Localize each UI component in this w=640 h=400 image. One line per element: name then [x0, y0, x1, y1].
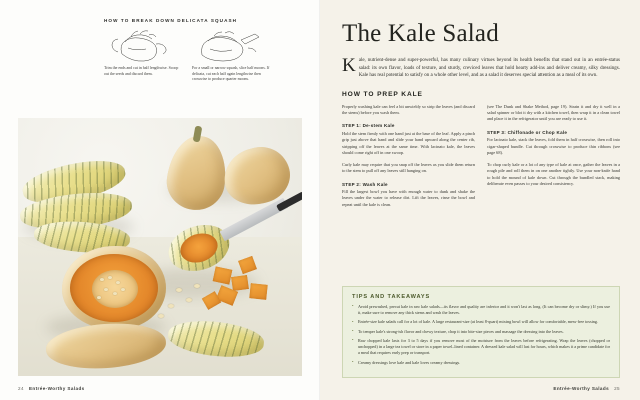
how-to-step-caption: For a small or narrow squash, slice half moons. If delicata, cut each half again lengthwise then crosswise to produce quarter moons. — [192, 66, 270, 82]
step-3-label: STEP 3: Chiffonade or Chop Kale — [487, 129, 568, 135]
how-to-steps — [104, 28, 274, 83]
folio-left — [18, 386, 85, 391]
column-left — [342, 104, 475, 209]
how-to-sidebar — [104, 18, 274, 83]
list-item: • Entrée-size kale salads call for a lot of kale. A large restaurant-size (at least 8-quart) mixing bowl will allow for comfortable, mess-free tossing. — [352, 319, 610, 325]
column-right — [487, 104, 620, 209]
section-heading: HOW TO PREP KALE — [342, 90, 423, 98]
hands-cutting-squash-icon — [104, 28, 182, 62]
step-1-body: Hold the stem firmly with one hand just at the base of the leaf. Apply a pinch grip just above that hand and slide your hand upward along the center rib, stripping off the leaves at the same time. With lacinato kale, the leaves should come right off in one swoop. — [342, 130, 475, 156]
step-2-body: Fill the largest bowl you have with enough water to dunk and shake the leaves under the water to release dirt. Lift the leaves, rinse the bowl and repeat until the kale is clean. — [342, 189, 475, 207]
two-column-body — [342, 104, 620, 209]
drop-cap: K — [342, 55, 356, 76]
folio-right — [553, 386, 620, 391]
book-title-left: Entrée-Worthy Salads — [28, 386, 85, 391]
tips-title: TIPS AND TAKEAWAYS — [352, 293, 431, 300]
page-number-right: 25 — [614, 386, 620, 391]
step-3-body: For lacinato kale, stack the leaves, fold them in half crosswise, then roll into cigar-shaped bundle. Cut through crosswise to produce thin ribbons (see page 68). — [487, 137, 620, 156]
lead-left: Properly washing kale can feel a bit unwieldy so strip the leaves (and discard the stems) before you wash them. — [342, 103, 475, 115]
book-title-right: Entrée-Worthy Salads — [553, 386, 610, 391]
right-page — [320, 0, 640, 400]
step-1-label: STEP 1: De-stem Kale — [342, 123, 395, 129]
hands-slicing-squash-icon — [192, 28, 270, 62]
tips-list — [352, 304, 610, 366]
page-number-left: 24 — [18, 386, 24, 391]
how-to-step — [192, 28, 270, 83]
how-to-title: HOW TO BREAK DOWN DELICATA SQUASH — [104, 18, 238, 23]
how-to-step-caption: Trim the ends and cut in half lengthwise. Scoop out the seeds and discard them. — [104, 66, 179, 76]
tips-box — [342, 286, 620, 378]
list-item: • Raw chopped kale lasts for 3 to 5 days if you remove most of the moisture from the leaves before refrigerating. Wrap the leaves (chopped or unchopped) in a large tea towel or store in a paper towel–lined container. A dressed kale salad will last for hours, which makes it a prime candidate for a meal that requires early prep or transport. — [352, 338, 610, 357]
step-3-body-2: To chop curly kale or a lot of any type of kale at once, gather the leaves in a rough pile and roll them in on one another tightly. Use your non-knife hand to hold the mound of kale down. Cut through the bundled stack, making deliberate even passes to your desired consistency. — [487, 161, 620, 186]
list-item: • Avoid prewashed, precut kale in raw kale salads—its flavor and quality are inferior and it won't last as long. (It can become dry or slimy.) If you use it, make sure to remove any thick stems and wash the leaves. — [352, 304, 610, 317]
how-to-step — [104, 28, 182, 83]
page-title: The Kale Salad — [342, 20, 499, 47]
list-item: • To temper kale's strong-ish flavor and chewy texture, chop it into bite-size pieces and massage the dressing into the leaves. — [352, 329, 610, 335]
photo-canvas — [18, 118, 302, 376]
step-2-label: STEP 2: Wash Kale — [342, 181, 388, 187]
list-item: • Creamy dressings love kale and kale loves creamy dressings. — [352, 360, 610, 366]
intro-paragraph — [342, 57, 620, 80]
step-1-body-2: Curly kale may require that you snap off the leaves as you slide them return to the stem to pull off any leaves still hanging on. — [342, 161, 475, 174]
lead-right: (see The Dunk and Shake Method, page 19). Strain it and dry it well in a salad spinner or blot it dry with a kitchen towel, then wrap it in a clean towel and place it in the refrigerator until you are ready to use it. — [487, 103, 620, 122]
intro-text: ale, nutrient-dense and super-powerful, has many culinary virtues beyond its health benefits that stand out in an entrée-status salad: its own flavor, loads of texture, and sturdy, creviced leaves that hold hearty add-ins and deliver creamy, silky dressings. Kale has real potential to satisfy on a whole other level, and as a salad it deserves special attention as a meal of its own. — [358, 58, 620, 78]
squash-photo — [18, 118, 302, 376]
